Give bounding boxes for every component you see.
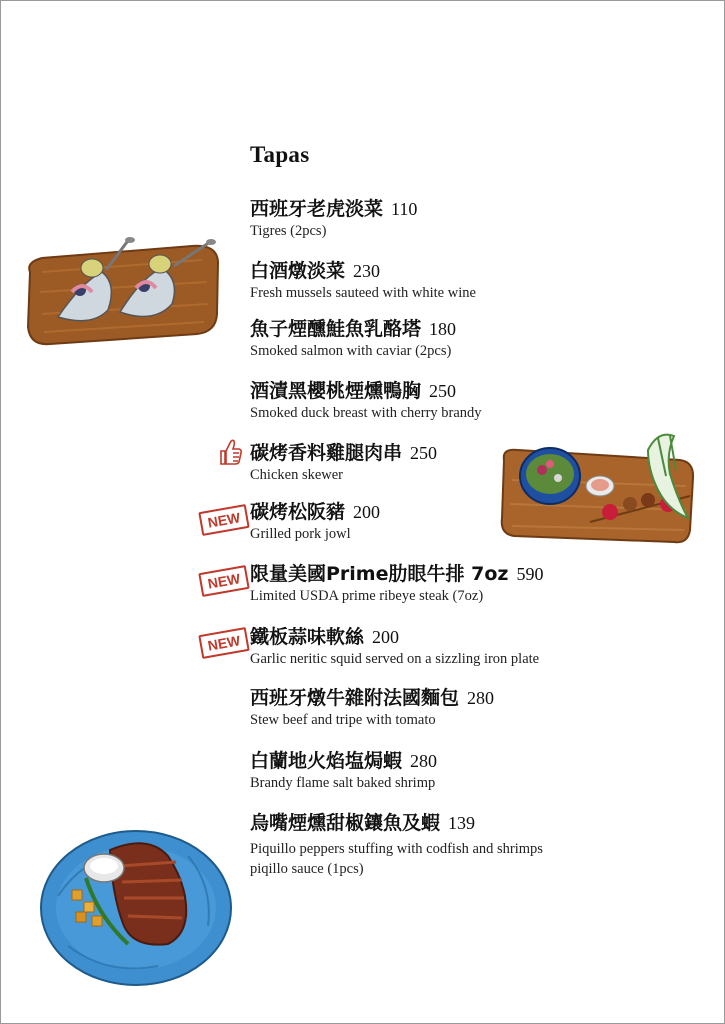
menu-item [250, 811, 690, 879]
item-price: 230 [353, 261, 381, 281]
item-name-en: Brandy flame salt baked shrimp [250, 775, 436, 791]
thumbs-up-icon [217, 437, 243, 467]
new-badge: NEW [198, 565, 249, 597]
item-name-en: Piquillo peppers stuffing with codfish and shrimps [250, 841, 543, 857]
item-name-zh: 限量美國Prime肋眼牛排 7oz [250, 563, 509, 585]
item-price: 280 [410, 751, 438, 771]
item-name-en: Grilled pork jowl [250, 526, 351, 542]
menu-item [250, 562, 690, 606]
item-price: 200 [353, 502, 381, 522]
item-name-zh: 鐵板蒜味軟絲 [250, 626, 365, 648]
item-name-en: Fresh mussels sauteed with white wine [250, 285, 476, 301]
item-name-en: Smoked duck breast with cherry brandy [250, 405, 482, 421]
item-name-en: Limited USDA prime ribeye steak (7oz) [250, 588, 484, 604]
menu-item [250, 317, 690, 361]
item-price: 250 [429, 381, 457, 401]
menu-item [250, 441, 690, 485]
menu-item [250, 686, 690, 730]
item-name-en: Stew beef and tripe with tomato [250, 712, 436, 728]
mussels-board-illustration [22, 232, 232, 347]
item-name-zh: 酒漬黑櫻桃煙燻鴨胸 [250, 380, 422, 402]
item-price: 110 [391, 199, 418, 219]
item-price: 180 [429, 319, 457, 339]
item-name-zh: 西班牙燉牛雜附法國麵包 [250, 687, 460, 709]
item-price: 280 [467, 688, 495, 708]
new-badge: NEW [198, 504, 249, 536]
menu-item [250, 749, 690, 793]
item-name-zh: 碳烤香料雞腿肉串 [250, 442, 403, 464]
item-name-zh: 魚子煙醺鮭魚乳酪塔 [250, 318, 422, 340]
section-title: Tapas [250, 142, 310, 167]
menu-item [250, 500, 690, 544]
item-price: 200 [372, 627, 400, 647]
item-name-en: Chicken skewer [250, 467, 344, 483]
menu-item [250, 625, 690, 669]
item-name-zh: 碳烤松阪豬 [250, 501, 346, 523]
item-price: 250 [410, 443, 438, 463]
item-name-en-line2: piqillo sauce (1pcs) [250, 861, 364, 877]
steak-plate-illustration [38, 826, 234, 988]
item-name-zh: 烏嘴煙燻甜椒鑲魚及蝦 [250, 812, 441, 834]
new-badge: NEW [198, 627, 249, 659]
menu-item [250, 379, 690, 423]
menu-item [250, 197, 690, 241]
item-name-en: Smoked salmon with caviar (2pcs) [250, 343, 452, 359]
item-name-en: Garlic neritic squid served on a sizzling iron plate [250, 651, 540, 667]
item-name-zh: 白酒燉淡菜 [250, 260, 346, 282]
item-price: 139 [448, 813, 476, 833]
item-name-en: Tigres (2pcs) [250, 223, 327, 239]
menu-item [250, 259, 690, 303]
item-name-zh: 西班牙老虎淡菜 [250, 198, 384, 220]
item-price: 590 [516, 564, 544, 584]
item-name-zh: 白蘭地火焰塩焗蝦 [250, 750, 403, 772]
